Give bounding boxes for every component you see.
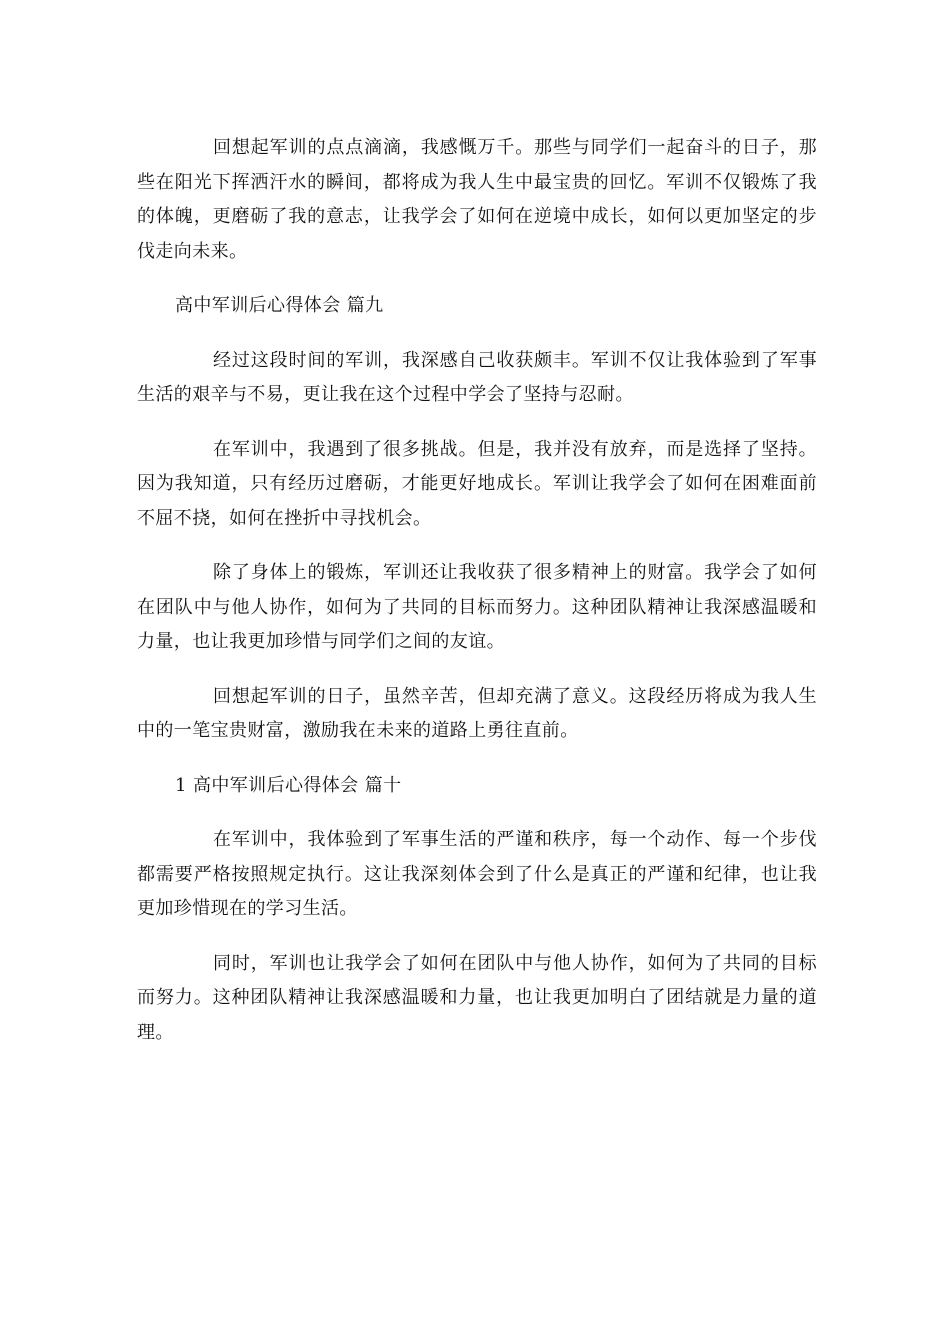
paragraph-spiritual-wealth: 除了身体上的锻炼，军训还让我收获了很多精神上的财富。我学会了如何在团队中与他人协作，如何为了共同的目标而努力。这种团队精神让我深感温暖和力量，也让我更加珍惜与同学们之间的友谊。 xyxy=(137,562,817,652)
paragraph-challenges: 在军训中，我遇到了很多挑战。但是，我并没有放弃，而是选择了坚持。因为我知道，只有经历过磨砺，才能更好地成长。军训让我学会了如何在困难面前不屈不挠，如何在挫折中寻找机会。 xyxy=(137,438,817,529)
section-heading-nine: 高中军训后心得体会 篇九 xyxy=(175,295,384,316)
document-body xyxy=(137,131,817,1070)
paragraph-discipline: 在军训中，我体验到了军事生活的严谨和秩序，每一个动作、每一个步伐都需要严格按照规定执行。这让我深刻体会到了什么是真正的严谨和纪律，也让我更加珍惜现在的学习生活。 xyxy=(137,829,817,919)
paragraph-teamwork: 同时，军训也让我学会了如何在团队中与他人协作，如何为了共同的目标而努力。这种团队精神让我深感温暖和力量，也让我更加明白了团结就是力量的道理。 xyxy=(137,952,817,1043)
paragraph-meaning: 回想起军训的日子，虽然辛苦，但却充满了意义。这段经历将成为我人生中的一笔宝贵财富，激励我在未来的道路上勇往直前。 xyxy=(137,685,817,741)
paragraph-reflection-intro: 回想起军训的点点滴滴，我感慨万千。那些与同学们一起奋斗的日子，那些在阳光下挥洒汗水的瞬间，都将成为我人生中最宝贵的回忆。军训不仅锻炼了我的体魄，更磨砺了我的意志，让我学会了如何在逆境中成长，如何以更加坚定的步伐走向未来。 xyxy=(137,137,817,262)
paragraph-harvest: 经过这段时间的军训，我深感自己收获颇丰。军训不仅让我体验到了军事生活的艰辛与不易，更让我在这个过程中学会了坚持与忍耐。 xyxy=(137,349,817,405)
section-heading-ten: 1 高中军训后心得体会 篇十 xyxy=(175,774,402,796)
